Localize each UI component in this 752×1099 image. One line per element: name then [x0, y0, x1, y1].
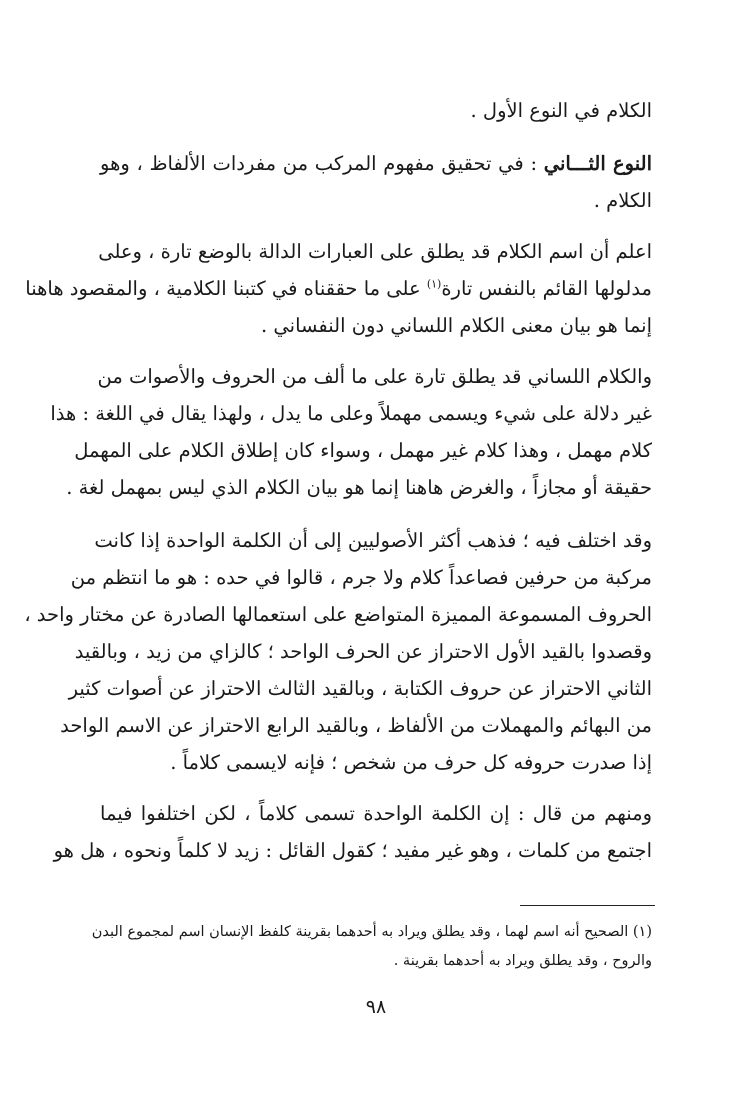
text-line: وقد اختلف فيه ؛ فذهب أكثر الأصوليين إلى أن الكلمة الواحدة إذا كانت [94, 529, 652, 552]
page-number: ٩٨ [365, 996, 387, 1018]
text-line: وقصدوا بالقيد الأول الاحتراز عن الحرف الواحد ؛ كالزاي من زيد ، وبالقيد [74, 640, 652, 663]
footnote-divider [520, 905, 655, 906]
text-line: إذا صدرت حروفه كل حرف من شخص ؛ فإنه لايسمى كلاماً . [170, 751, 652, 774]
text-line: الحروف المسموعة المميزة المتواضع على استعمالها الصادرة عن مختار واحد ، [24, 603, 652, 626]
text-line: ومنهم من قال : إن الكلمة الواحدة تسمى كلاماً ، لكن اختلفوا فيما [100, 802, 652, 825]
section-heading: النوع الثـــاني [543, 152, 652, 175]
footnote-reference: (١) [426, 277, 442, 291]
text-line: إنما هو بيان معنى الكلام اللساني دون النفساني . [261, 314, 652, 337]
text-line: مركبة من حرفين فصاعداً كلام ولا جرم ، قالوا في حده : هو ما انتظم من [70, 566, 652, 589]
footnote-line: والروح ، وقد يطلق ويراد به أحدهما بقرينة . [393, 953, 652, 969]
text-line-start: مدلولها القائم بالنفس تارة [441, 277, 652, 300]
text-line: الكلام في النوع الأول . [470, 99, 652, 122]
text-line-rest: على ما حققناه في كتبنا الكلامية ، والمقصود هاهنا [25, 277, 421, 300]
text-line [25, 276, 652, 306]
text-line-rest: : في تحقيق مفهوم المركب من مفردات الألفاظ ، وهو [100, 152, 544, 175]
text-line: من البهائم والمهملات من الألفاظ ، وبالقيد الرابع الاحتراز عن الاسم الواحد [60, 714, 652, 737]
text-line: اجتمع من كلمات ، وهو غير مفيد ؛ كقول القائل : زيد لا كلماً ونحوه ، هل هو [53, 839, 652, 862]
text-line: الثاني الاحتراز عن حروف الكتابة ، وبالقيد الثالث الاحتراز عن أصوات كثير [68, 677, 652, 700]
text-line: كلام مهمل ، وهذا كلام غير مهمل ، وسواء كان إطلاق الكلام على المهمل [74, 439, 652, 462]
text-line: حقيقة أو مجازاً ، والغرض هاهنا إنما هو بيان الكلام الذي ليس بمهمل لغة . [66, 476, 652, 499]
text-line [100, 151, 652, 181]
text-line: غير دلالة على شيء ويسمى مهملاً وعلى ما يدل ، ولهذا يقال في اللغة : هذا [50, 402, 652, 425]
text-line: والكلام اللساني قد يطلق تارة على ما ألف من الحروف والأصوات من [97, 365, 652, 388]
footnote-line: (١) الصحيح أنه اسم لهما ، وقد يطلق ويراد به أحدهما بقرينة كلفظ الإنسان اسم لمجموع البدن [91, 924, 652, 940]
text-line: اعلم أن اسم الكلام قد يطلق على العبارات الدالة بالوضع تارة ، وعلى [98, 240, 652, 263]
text-line: الكلام . [593, 189, 652, 212]
